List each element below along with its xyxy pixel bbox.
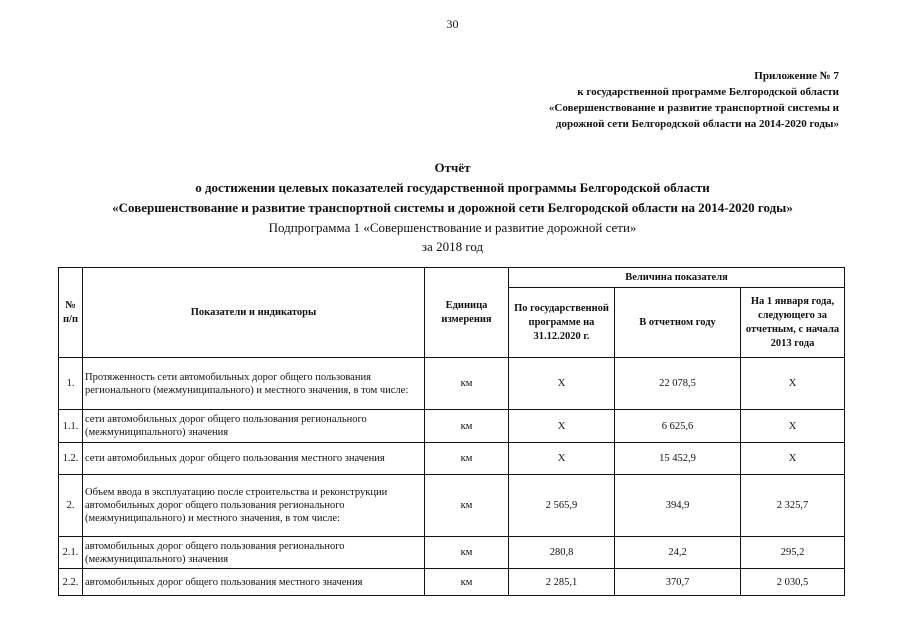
row-plan: 2 565,9: [509, 475, 615, 537]
row-actual: 22 078,5: [615, 358, 741, 410]
appendix-line-1: Приложение № 7: [754, 70, 839, 82]
page-number: 30: [446, 17, 459, 31]
row-cumulative: 2 325,7: [741, 475, 845, 537]
header-cumulative: На 1 января года, следующего за отчетным, с начала 2013 года: [741, 288, 845, 358]
row-actual: 24,2: [615, 537, 741, 569]
header-unit: Единица измерения: [425, 268, 509, 358]
row-indicator: автомобильных дорог общего пользования местного значения: [83, 569, 425, 596]
row-actual: 6 625,6: [615, 410, 741, 443]
row-num: 2.2.: [59, 569, 83, 596]
row-plan: 280,8: [509, 537, 615, 569]
subprogram-title: Подпрограмма 1 «Совершенствование и развитие дорожной сети»: [268, 220, 637, 235]
table-row: [59, 475, 845, 537]
row-plan: 2 285,1: [509, 569, 615, 596]
table-row: [59, 358, 845, 410]
row-actual: 15 452,9: [615, 443, 741, 475]
row-indicator: Протяженность сети автомобильных дорог общего пользования регионального (межмуниципального) и местного значения, в том числе:: [83, 358, 425, 410]
row-cumulative: Х: [741, 443, 845, 475]
table-row: [59, 410, 845, 443]
row-num: 2.1.: [59, 537, 83, 569]
row-plan: Х: [509, 410, 615, 443]
report-title: [0, 158, 905, 256]
appendix-line-4: дорожной сети Белгородской области на 2014-2020 годы»: [555, 118, 839, 130]
title-line-3: «Совершенствование и развитие транспортной системы и дорожной сети Белгородской области на 2014-2020 годы»: [112, 200, 793, 215]
row-cumulative: Х: [741, 358, 845, 410]
title-line-2: о достижении целевых показателей государственной программы Белгородской области: [195, 180, 710, 195]
row-cumulative: 2 030,5: [741, 569, 845, 596]
row-unit: км: [425, 443, 509, 475]
row-unit: км: [425, 358, 509, 410]
appendix-header: [549, 68, 839, 132]
row-unit: км: [425, 537, 509, 569]
row-num: 1.1.: [59, 410, 83, 443]
row-cumulative: Х: [741, 410, 845, 443]
header-plan: По государственной программе на 31.12.2020 г.: [509, 288, 615, 358]
header-value-group: Величина показателя: [509, 268, 845, 288]
header-num: № п/п: [59, 268, 83, 358]
row-unit: км: [425, 410, 509, 443]
row-actual: 394,9: [615, 475, 741, 537]
header-actual: В отчетном году: [615, 288, 741, 358]
appendix-line-2: к государственной программе Белгородской области: [577, 86, 839, 98]
row-actual: 370,7: [615, 569, 741, 596]
table-row: [59, 569, 845, 596]
row-unit: км: [425, 569, 509, 596]
row-indicator: автомобильных дорог общего пользования регионального (межмуниципального) значения: [83, 537, 425, 569]
row-indicator: сети автомобильных дорог общего пользования регионального (межмуниципального) значения: [83, 410, 425, 443]
table-row: [59, 537, 845, 569]
row-num: 2.: [59, 475, 83, 537]
row-plan: Х: [509, 358, 615, 410]
title-line-1: Отчёт: [434, 160, 471, 175]
report-year: за 2018 год: [421, 239, 484, 254]
table-row: [59, 443, 845, 475]
indicators-table: [58, 267, 845, 596]
row-cumulative: 295,2: [741, 537, 845, 569]
row-num: 1.2.: [59, 443, 83, 475]
row-plan: Х: [509, 443, 615, 475]
row-indicator: Объем ввода в эксплуатацию после строительства и реконструкции автомобильных дорог общего пользования регионального (межмуниципального) и местного значения, в том числе:: [83, 475, 425, 537]
row-num: 1.: [59, 358, 83, 410]
appendix-line-3: «Совершенствование и развитие транспортной системы и: [548, 102, 839, 114]
header-indicator: Показатели и индикаторы: [83, 268, 425, 358]
row-unit: км: [425, 475, 509, 537]
row-indicator: сети автомобильных дорог общего пользования местного значения: [83, 443, 425, 475]
